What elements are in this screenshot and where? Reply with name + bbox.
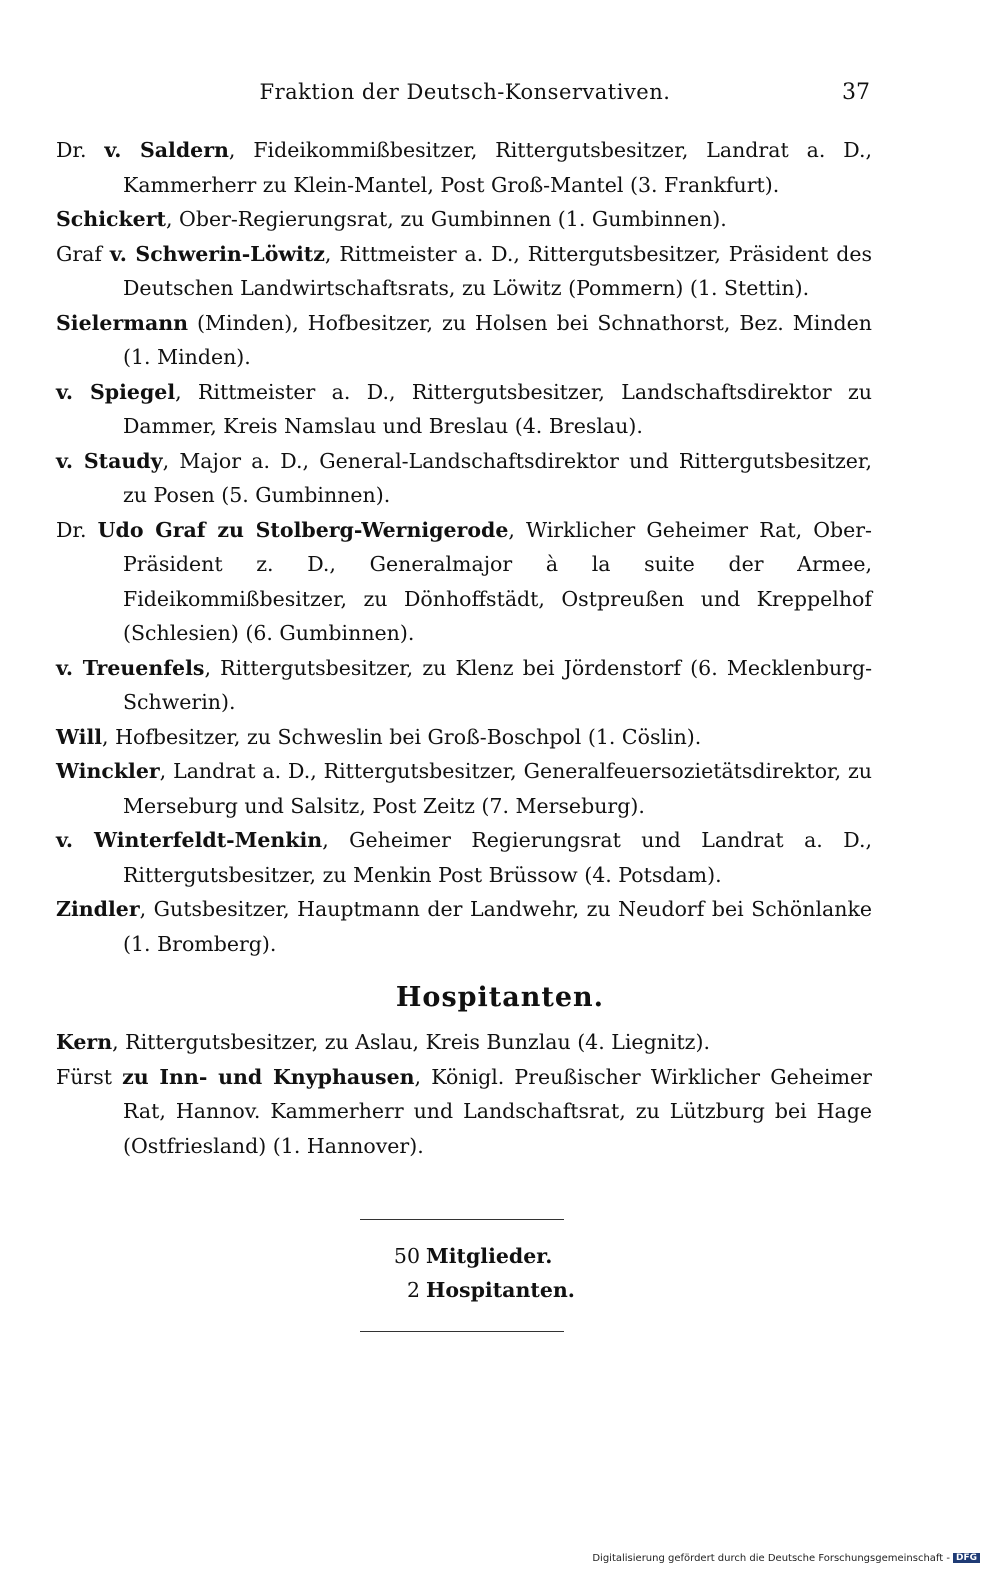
member-entry	[56, 133, 872, 202]
entry-prefix: Fürst	[56, 1064, 123, 1089]
member-entry	[56, 720, 872, 755]
entry-details: , Gutsbesitzer, Hauptmann der Landwehr, zu Neudorf bei Schönlanke (1. Bromberg).	[123, 897, 872, 956]
member-entry	[56, 444, 872, 513]
member-name: Zindler	[56, 897, 140, 921]
member-name: Will	[56, 724, 103, 749]
hospitant-name: Kern	[56, 1030, 113, 1054]
member-entry	[56, 892, 872, 961]
entry-details: , Geheimer Regierungsrat und Landrat a. D., Rittergutsbesitzer, zu Menkin Post Brüssow (4. Potsdam).	[123, 828, 872, 887]
section-title: Hospitanten.	[395, 982, 605, 1013]
hospitant-entry	[56, 1025, 872, 1060]
member-entry	[56, 237, 872, 306]
entry-prefix: Dr.	[56, 138, 105, 162]
entry-details: , Major a. D., General-Landschaftsdirektor und Rittergutsbesitzer, zu Posen (5. Gumbinnen).	[123, 448, 872, 507]
running-head	[0, 80, 1000, 110]
member-entry	[56, 513, 872, 651]
entry-details: , Königl. Preußischer Wirklicher Geheimer Rat, Hannov. Kammerherr und Landschaftsrat, zu Lützburg bei Hage (Ostfriesland) (1. Hannover).	[123, 1064, 872, 1158]
summary-block	[380, 1239, 640, 1307]
entry-details: , Rittergutsbesitzer, zu Aslau, Kreis Bunzlau (4. Liegnitz).	[112, 1030, 710, 1054]
summary-label: Mitglieder.	[426, 1244, 553, 1268]
member-name: Schickert	[56, 207, 166, 231]
entry-details: , Landrat a. D., Rittergutsbesitzer, Generalfeuersozietätsdirektor, zu Merseburg und Salsitz, Post Zeitz (7. Merseburg).	[123, 759, 872, 818]
entry-details: (Minden), Hofbesitzer, zu Holsen bei Schnathorst, Bez. Minden (1. Minden).	[123, 310, 872, 369]
entry-details: , Rittmeister a. D., Rittergutsbesitzer, Präsident des Deutschen Landwirtschaftsrats, zu Löwitz (Pommern) (1. Stettin).	[123, 241, 872, 300]
entry-prefix: Graf	[56, 241, 110, 266]
entry-details: , Ober-Regierungsrat, zu Gumbinnen (1. Gumbinnen).	[165, 207, 727, 231]
running-title: Fraktion der Deutsch-Konservativen.	[259, 80, 671, 104]
member-entry	[56, 375, 872, 444]
digitization-footer	[592, 1553, 980, 1567]
member-entry	[56, 202, 872, 237]
member-name: v. Treuenfels	[56, 655, 205, 680]
page-number: 37	[842, 80, 870, 105]
dfg-logo: DFG	[953, 1553, 980, 1563]
entry-details: , Fideikommißbesitzer, Rittergutsbesitzer, Landrat a. D., Kammerherr zu Klein-Mantel, Post Groß-Mantel (3. Frankfurt).	[123, 138, 872, 197]
member-name: Sielermann	[56, 310, 189, 335]
member-name: v. Schwerin-Löwitz	[109, 241, 325, 266]
member-entry	[56, 306, 872, 375]
summary-count: 2	[406, 1278, 420, 1302]
summary-row	[380, 1273, 640, 1307]
summary-rule-bottom	[360, 1331, 564, 1332]
entry-details: , Rittmeister a. D., Rittergutsbesitzer, Landschaftsdirektor zu Dammer, Kreis Namslau und Breslau (4. Breslau).	[123, 379, 872, 438]
hospitant-entry	[56, 1060, 872, 1164]
member-entry	[56, 823, 872, 892]
member-name: v. Staudy	[56, 448, 163, 473]
member-name: Winckler	[56, 759, 160, 783]
summary-rule-top	[360, 1219, 564, 1220]
hospitant-name: zu Inn- und Knyphausen	[122, 1064, 415, 1089]
member-name: Udo Graf zu Stolberg-Wernigerode	[97, 517, 509, 542]
member-list	[56, 133, 872, 961]
member-entry	[56, 754, 872, 823]
entry-details: , Wirklicher Geheimer Rat, Ober-Präsident z. D., Generalmajor à la suite der Armee, Fideikommißbesitzer, zu Dönhoffstädt, Ostpreußen und Kreppelhof (Schlesien) (6. Gumbinnen).	[123, 517, 872, 645]
entry-details: , Rittergutsbesitzer, zu Klenz bei Jördenstorf (6. Mecklenburg-Schwerin).	[123, 655, 872, 714]
member-entry	[56, 651, 872, 720]
entry-prefix: Dr.	[56, 517, 98, 542]
member-name: v. Saldern	[104, 138, 229, 162]
entry-details: , Hofbesitzer, zu Schweslin bei Groß-Boschpol (1. Cöslin).	[102, 724, 702, 749]
footer-text: Digitalisierung gefördert durch die Deutsche Forschungsgemeinschaft -	[592, 1553, 950, 1564]
hospitanten-list	[56, 1025, 872, 1163]
summary-label: Hospitanten.	[426, 1278, 575, 1302]
member-name: v. Winterfeldt-Menkin	[56, 828, 323, 852]
member-name: v. Spiegel	[56, 379, 176, 404]
summary-row	[380, 1239, 640, 1273]
summary-count: 50	[393, 1244, 420, 1268]
